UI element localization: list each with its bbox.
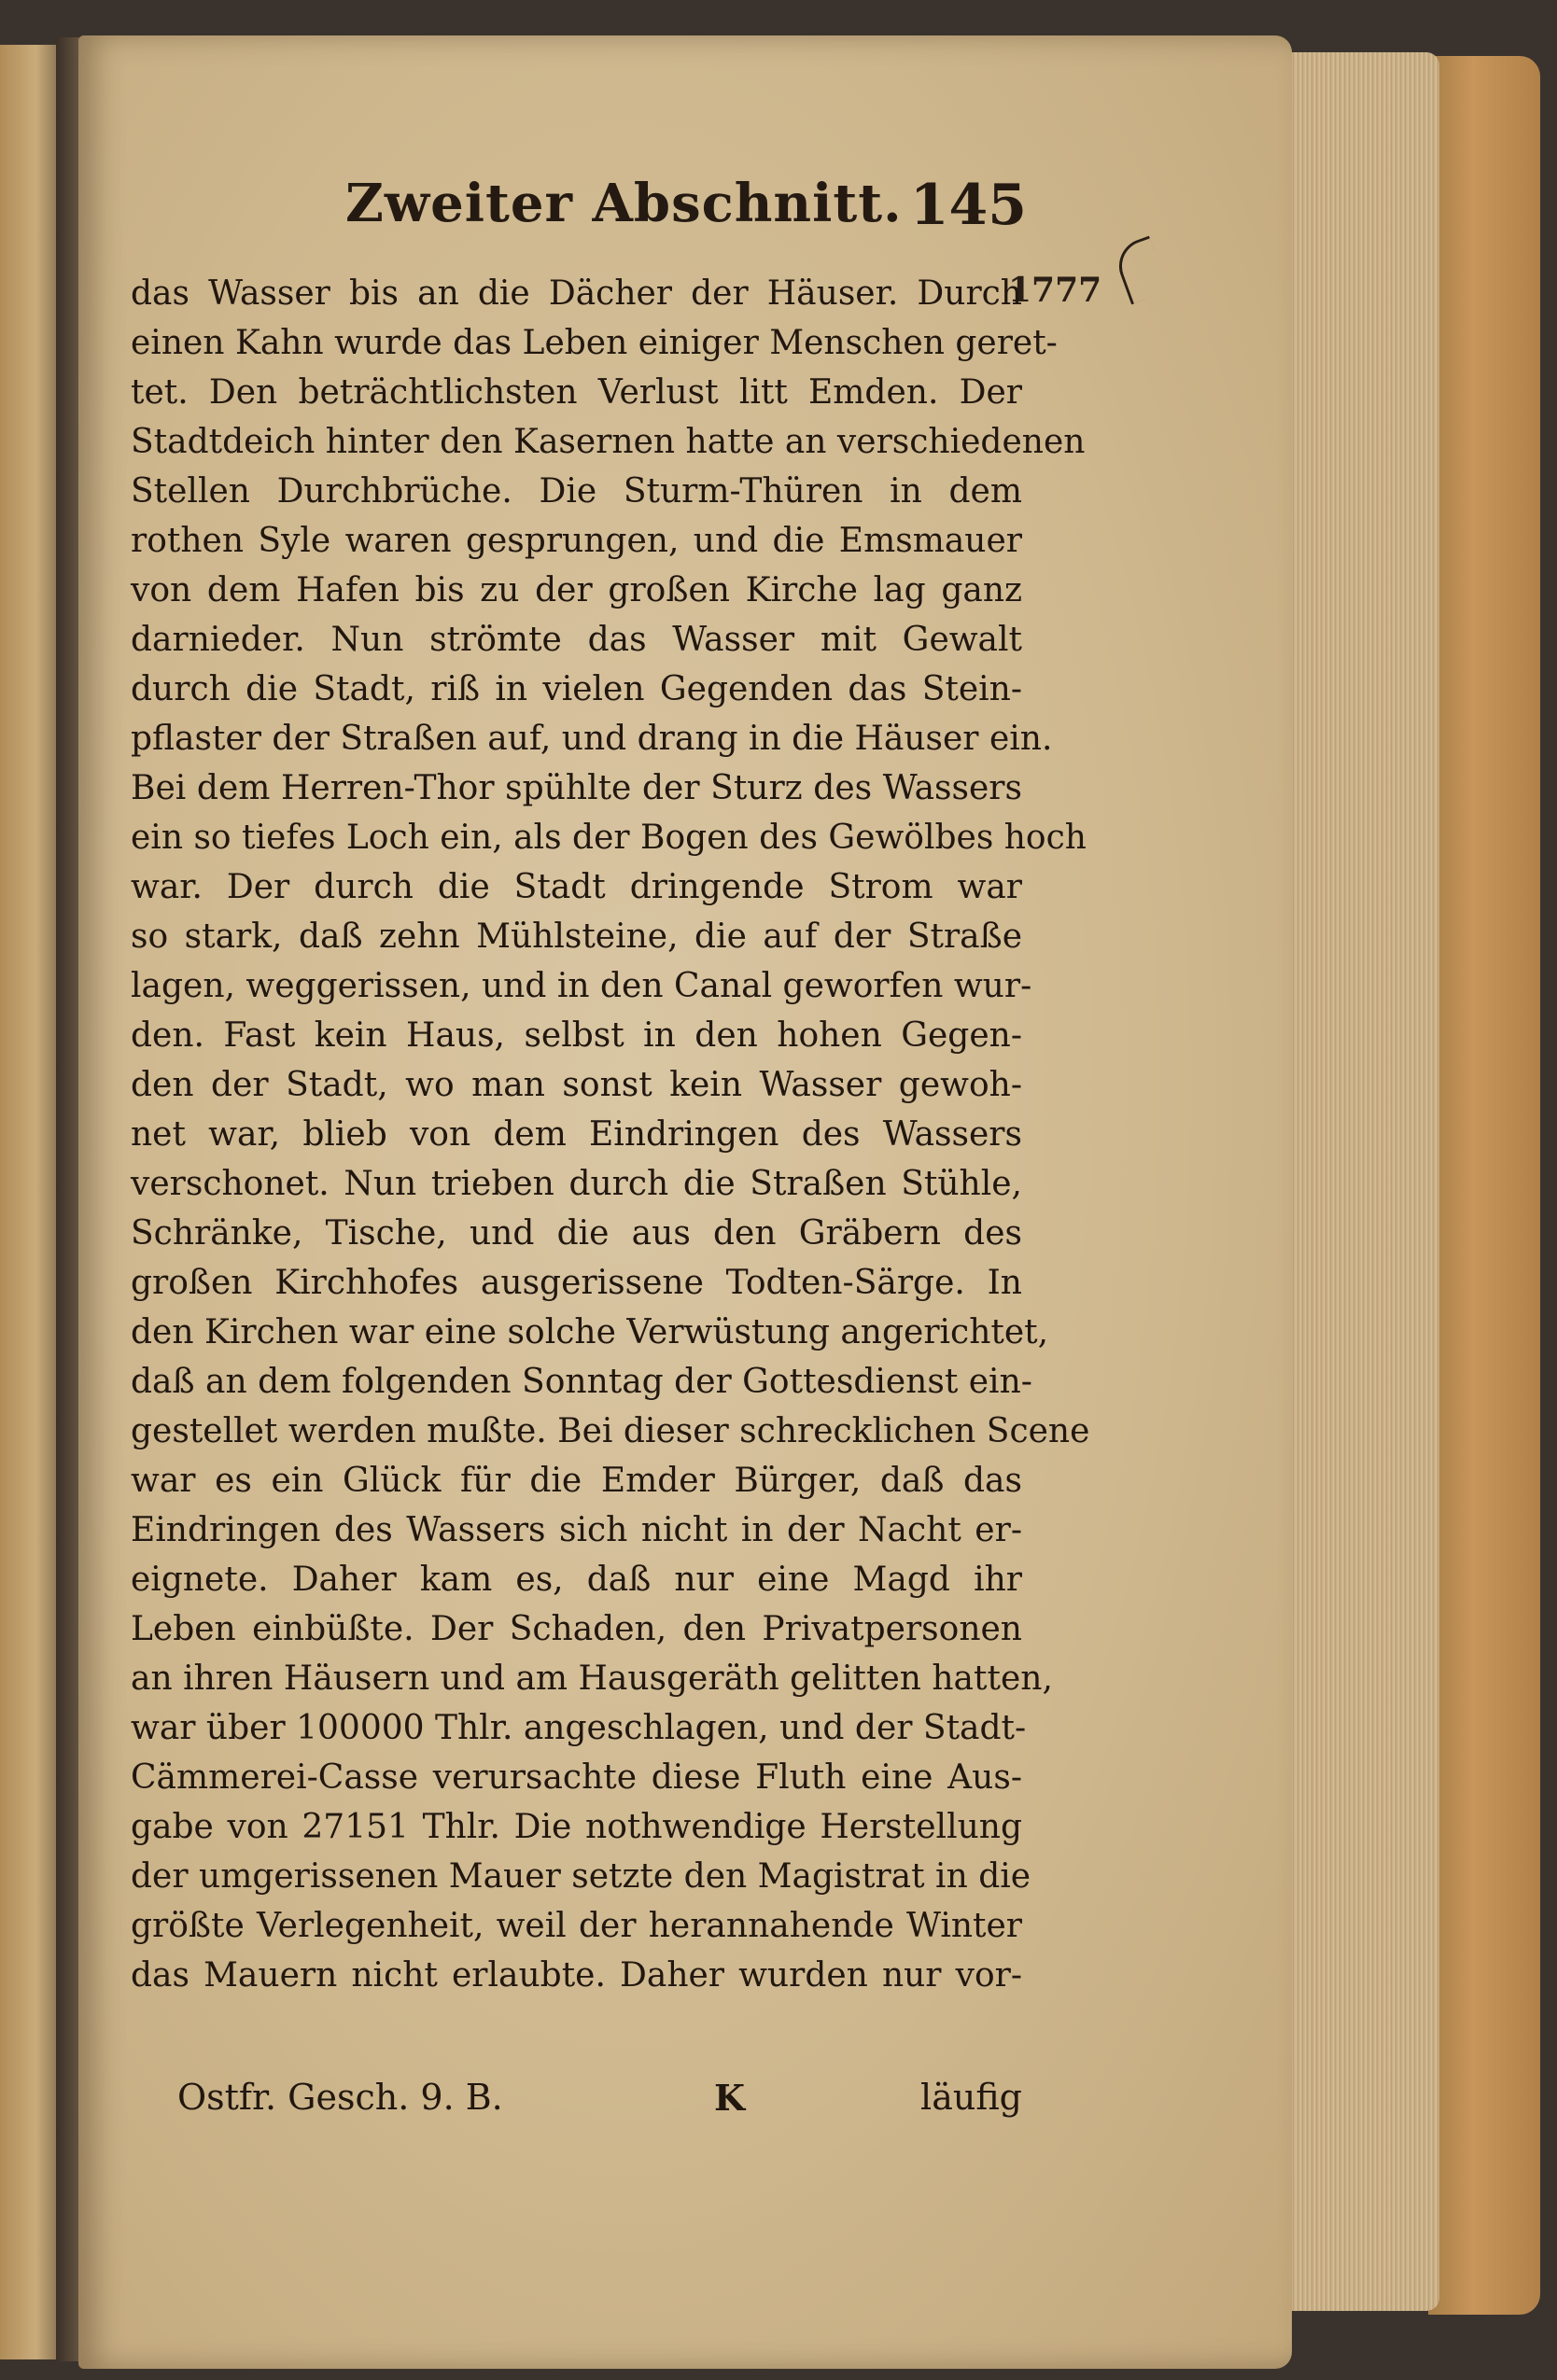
text-line: lagen, weggerissen, und in den Canal geworfen wur- <box>131 967 1032 1005</box>
text-line: den der Stadt, wo man sonst kein Wasser gewoh- <box>131 1066 1022 1104</box>
text-line: Stadtdeich hinter den Kasernen hatte an verschiedenen <box>131 423 1086 461</box>
text-line: Leben einbüßte. Der Schaden, den Privatpersonen <box>131 1610 1022 1648</box>
page-header <box>345 173 1027 257</box>
text-line: verschonet. Nun trieben durch die Straßen Stühle, <box>131 1165 1022 1203</box>
text-line: so stark, daß zehn Mühlsteine, die auf der Straße <box>131 917 1022 956</box>
text-line: Stellen Durchbrüche. Die Sturm-Thüren in dem <box>131 472 1022 511</box>
text-line: tet. Den beträchtlichsten Verlust litt Emden. Der <box>131 373 1022 412</box>
text-line: war über 100000 Thlr. angeschlagen, und der Stadt- <box>131 1709 1027 1747</box>
text-line: das Mauern nicht erlaubte. Daher wurden nur vor- <box>131 1956 1022 1995</box>
text-line: den. Fast kein Haus, selbst in den hohen Gegen- <box>131 1016 1022 1055</box>
text-line: Schränke, Tische, und die aus den Gräbern des <box>131 1214 1022 1253</box>
text-line: den Kirchen war eine solche Verwüstung angerichtet, <box>131 1313 1049 1351</box>
text-line: an ihren Häusern und am Hausgeräth gelitten hatten, <box>131 1659 1053 1698</box>
page-block-fore-edge <box>1281 52 1439 2311</box>
page-footer <box>177 2077 1022 2142</box>
sheet-signature-mark: K <box>714 2077 746 2119</box>
page-number: 145 <box>909 173 1027 238</box>
text-line: von dem Hafen bis zu der großen Kirche lag ganz <box>131 571 1022 609</box>
text-line: rothen Syle waren gesprungen, und die Emsmauer <box>131 522 1022 560</box>
text-line: ein so tiefes Loch ein, als der Bogen des Gewölbes hoch <box>131 819 1087 857</box>
text-line: der umgerissenen Mauer setzte den Magistrat in die <box>131 1857 1031 1896</box>
running-title: Zweiter Abschnitt. <box>345 173 903 234</box>
text-line: größte Verlegenheit, weil der herannahende Winter <box>131 1907 1022 1945</box>
text-line: großen Kirchhofes ausgerissene Todten-Särge. In <box>131 1264 1022 1302</box>
text-line: eignete. Daher kam es, daß nur eine Magd ihr <box>131 1561 1022 1599</box>
text-line: war. Der durch die Stadt dringende Strom war <box>131 868 1022 906</box>
signature-line: Ostfr. Gesch. 9. B. <box>177 2077 503 2118</box>
text-line: durch die Stadt, riß in vielen Gegenden das Stein- <box>131 670 1022 708</box>
text-line: Cämmerei-Casse verursachte diese Fluth eine Aus- <box>131 1758 1022 1797</box>
book-cover-edge <box>1428 56 1540 2315</box>
text-line: einen Kahn wurde das Leben einiger Menschen geret- <box>131 324 1058 362</box>
text-line: Bei dem Herren-Thor spühlte der Sturz des Wassers <box>131 769 1022 807</box>
text-line: pflaster der Straßen auf, und drang in die Häuser ein. <box>131 720 1053 758</box>
text-line: daß an dem folgenden Sonntag der Gottesdienst ein- <box>131 1363 1032 1401</box>
margin-year-note: 1777 <box>1008 271 1102 310</box>
text-line: Eindringen des Wassers sich nicht in der Nacht er- <box>131 1511 1022 1549</box>
text-line: war es ein Glück für die Emder Bürger, daß das <box>131 1462 1022 1500</box>
text-line: net war, blieb von dem Eindringen des Wassers <box>131 1115 1022 1154</box>
text-line: gabe von 27151 Thlr. Die nothwendige Herstellung <box>131 1808 1022 1846</box>
text-line: gestellet werden mußte. Bei dieser schrecklichen Scene <box>131 1412 1090 1450</box>
catchword: läufig <box>920 2077 1022 2118</box>
text-line: das Wasser bis an die Dächer der Häuser. Durch <box>131 274 1022 313</box>
text-line: darnieder. Nun strömte das Wasser mit Gewalt <box>131 621 1022 659</box>
